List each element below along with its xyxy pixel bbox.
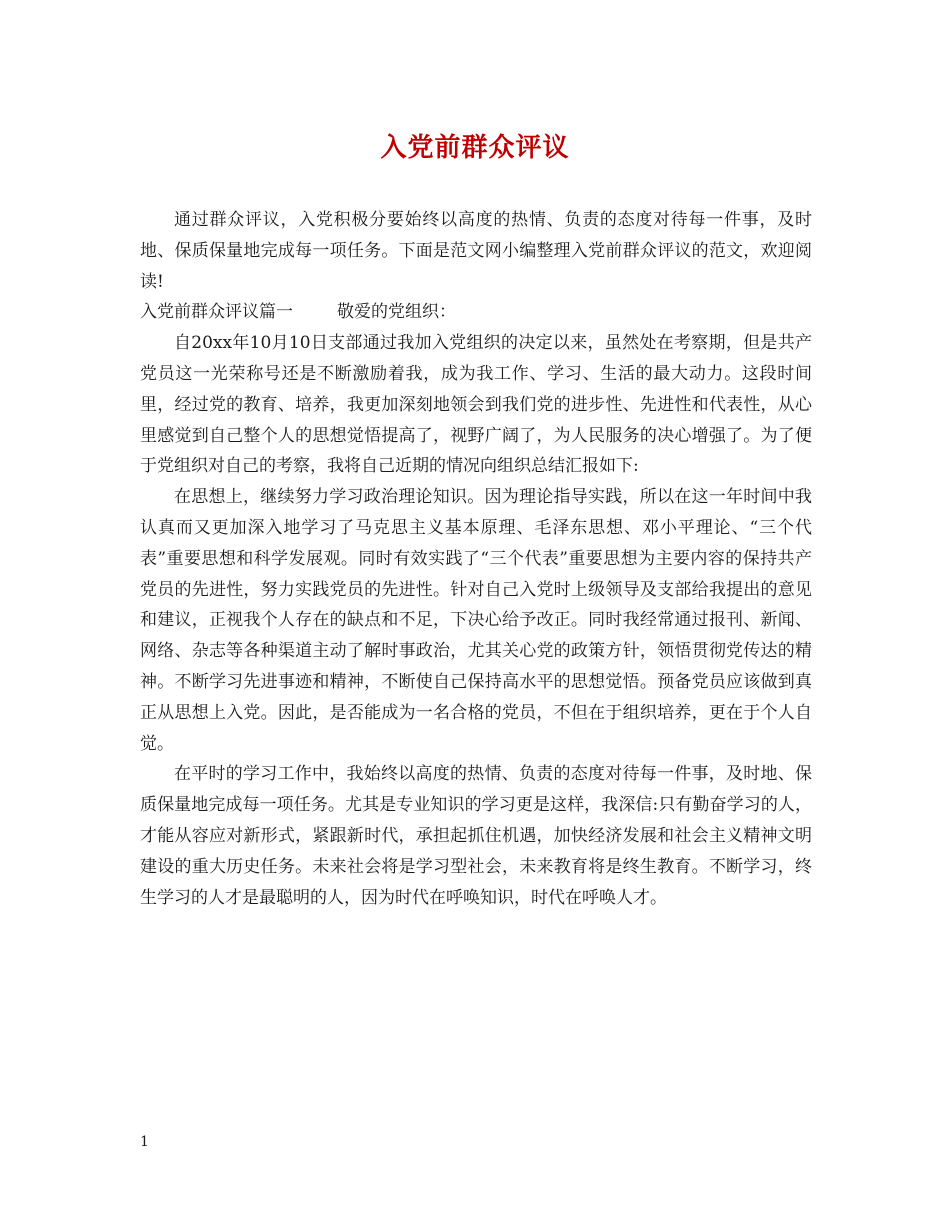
document-title: 入党前群众评议 — [380, 133, 570, 163]
section-heading: 入党前群众评议篇一 — [140, 302, 293, 323]
body-paragraph-3: 在平时的学习工作中，我始终以高度的热情、负责的态度对待每一件事，及时地、保质保量地完成每一项任务。尤其是专业知识的学习更是这样，我深信:只有勤奋学习的人，才能从容应对新形式，紧跟新时代，承担起抓住机遇，加快经济发展和社会主义精神文明建设的重大历史任务。未来社会将是学习型社会，未来教育将是终生教育。不断学习，终生学习的人才是最聪明的人，因为时代在呼唤知识，时代在呼唤人才。 — [140, 764, 812, 908]
document-body — [140, 205, 812, 913]
body-paragraph-2: 在思想上，继续努力学习政治理论知识。因为理论指导实践，所以在这一年时间中我认真而又更加深入地学习了马克思主义基本原理、毛泽东思想、邓小平理论、“三个代表”重要思想和科学发展观。同时有效实践了“三个代表”重要思想为主要内容的保持共产党员的先进性，努力实践党员的先进性。针对自己入党时上级领导及支部给我提出的意见和建议，正视我个人存在的缺点和不足，下决心给予改正。同时我经常通过报刊、新闻、网络、杂志等各种渠道主动了解时事政治，尤其关心党的政策方针，领悟贯彻党传达的精神。不断学习先进事迹和精神，不断使自己保持高水平的思想觉悟。预备党员应该做到真正从思想上入党。因此，是否能成为一名合格的党员，不但在于组织培养，更在于个人自觉。 — [140, 487, 812, 754]
salutation: 敬爱的党组织： — [337, 302, 456, 323]
page-number: 1 — [140, 1134, 149, 1150]
intro-paragraph: 通过群众评议，入党积极分要始终以高度的热情、负责的态度对待每一件事，及时地、保质保量地完成每一项任务。下面是范文网小编整理入党前群众评议的范文，欢迎阅读! — [140, 210, 812, 292]
section-heading-line — [140, 297, 812, 328]
body-paragraph-1: 自20xx年10月10日支部通过我加入党组织的决定以来，虽然处在考察期，但是共产党员这一光荣称号还是不断激励着我，成为我工作、学习、生活的最大动力。这段时间里，经过党的教育、培养，我更加深刻地领会到我们党的进步性、先进性和代表性，从心里感觉到自己整个人的思想觉悟提高了，视野广阔了，为人民服务的决心增强了。为了便于党组织对自己的考察，我将自己近期的情况向组织总结汇报如下: — [140, 333, 812, 477]
